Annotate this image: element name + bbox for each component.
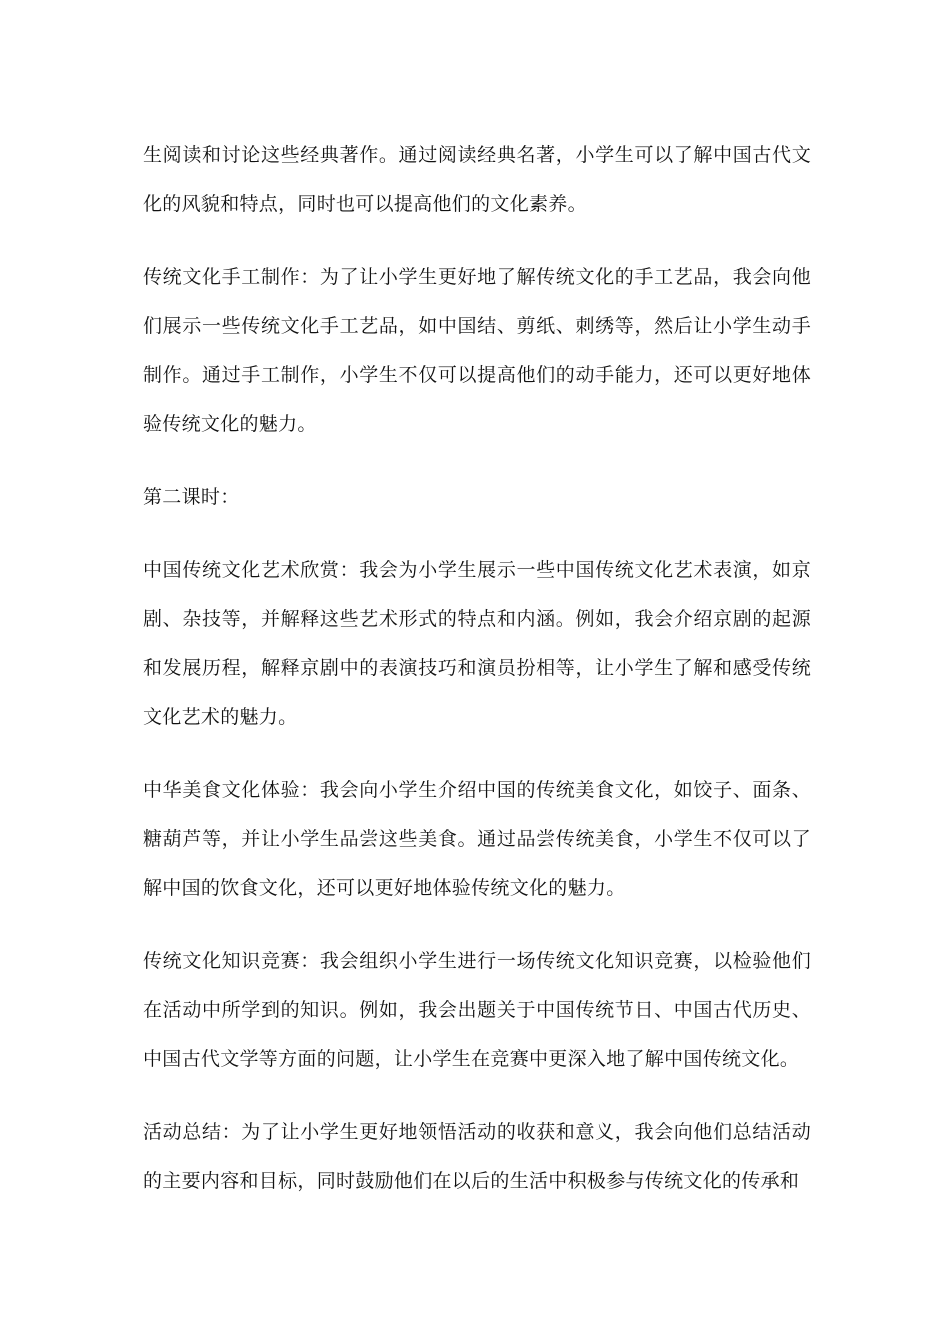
paragraph-food-culture: 中华美食文化体验：我会向小学生介绍中国的传统美食文化，如饺子、面条、糖葫芦等，并让小学生品尝这些美食。通过品尝传统美食，小学生不仅可以了解中国的饮食文化，还可以更好地体验传统文化的魅力。: [143, 779, 811, 899]
document-page: [143, 131, 811, 1230]
section-heading-second-lesson: 第二课时：: [143, 486, 240, 508]
paragraph-handicraft: 传统文化手工制作：为了让小学生更好地了解传统文化的手工艺品，我会向他们展示一些传统文化手工艺品，如中国结、剪纸、刺绣等，然后让小学生动手制作。通过手工制作，小学生不仅可以提高他们的动手能力，还可以更好地体验传统文化的魅力。: [143, 266, 811, 435]
paragraph-classics-reading: 生阅读和讨论这些经典著作。通过阅读经典名著，小学生可以了解中国古代文化的风貌和特点，同时也可以提高他们的文化素养。: [143, 144, 811, 215]
paragraph-art-appreciation: 中国传统文化艺术欣赏：我会为小学生展示一些中国传统文化艺术表演，如京剧、杂技等，并解释这些艺术形式的特点和内涵。例如，我会介绍京剧的起源和发展历程，解释京剧中的表演技巧和演员扮相等，让小学生了解和感受传统文化艺术的魅力。: [143, 559, 811, 728]
paragraph-activity-summary: 活动总结：为了让小学生更好地领悟活动的收获和意义，我会向他们总结活动的主要内容和目标，同时鼓励他们在以后的生活中积极参与传统文化的传承和: [143, 1121, 811, 1192]
paragraph-knowledge-contest: 传统文化知识竞赛：我会组织小学生进行一场传统文化知识竞赛，以检验他们在活动中所学到的知识。例如，我会出题关于中国传统节日、中国古代历史、中国古代文学等方面的问题，让小学生在竞赛中更深入地了解中国传统文化。: [143, 950, 811, 1070]
